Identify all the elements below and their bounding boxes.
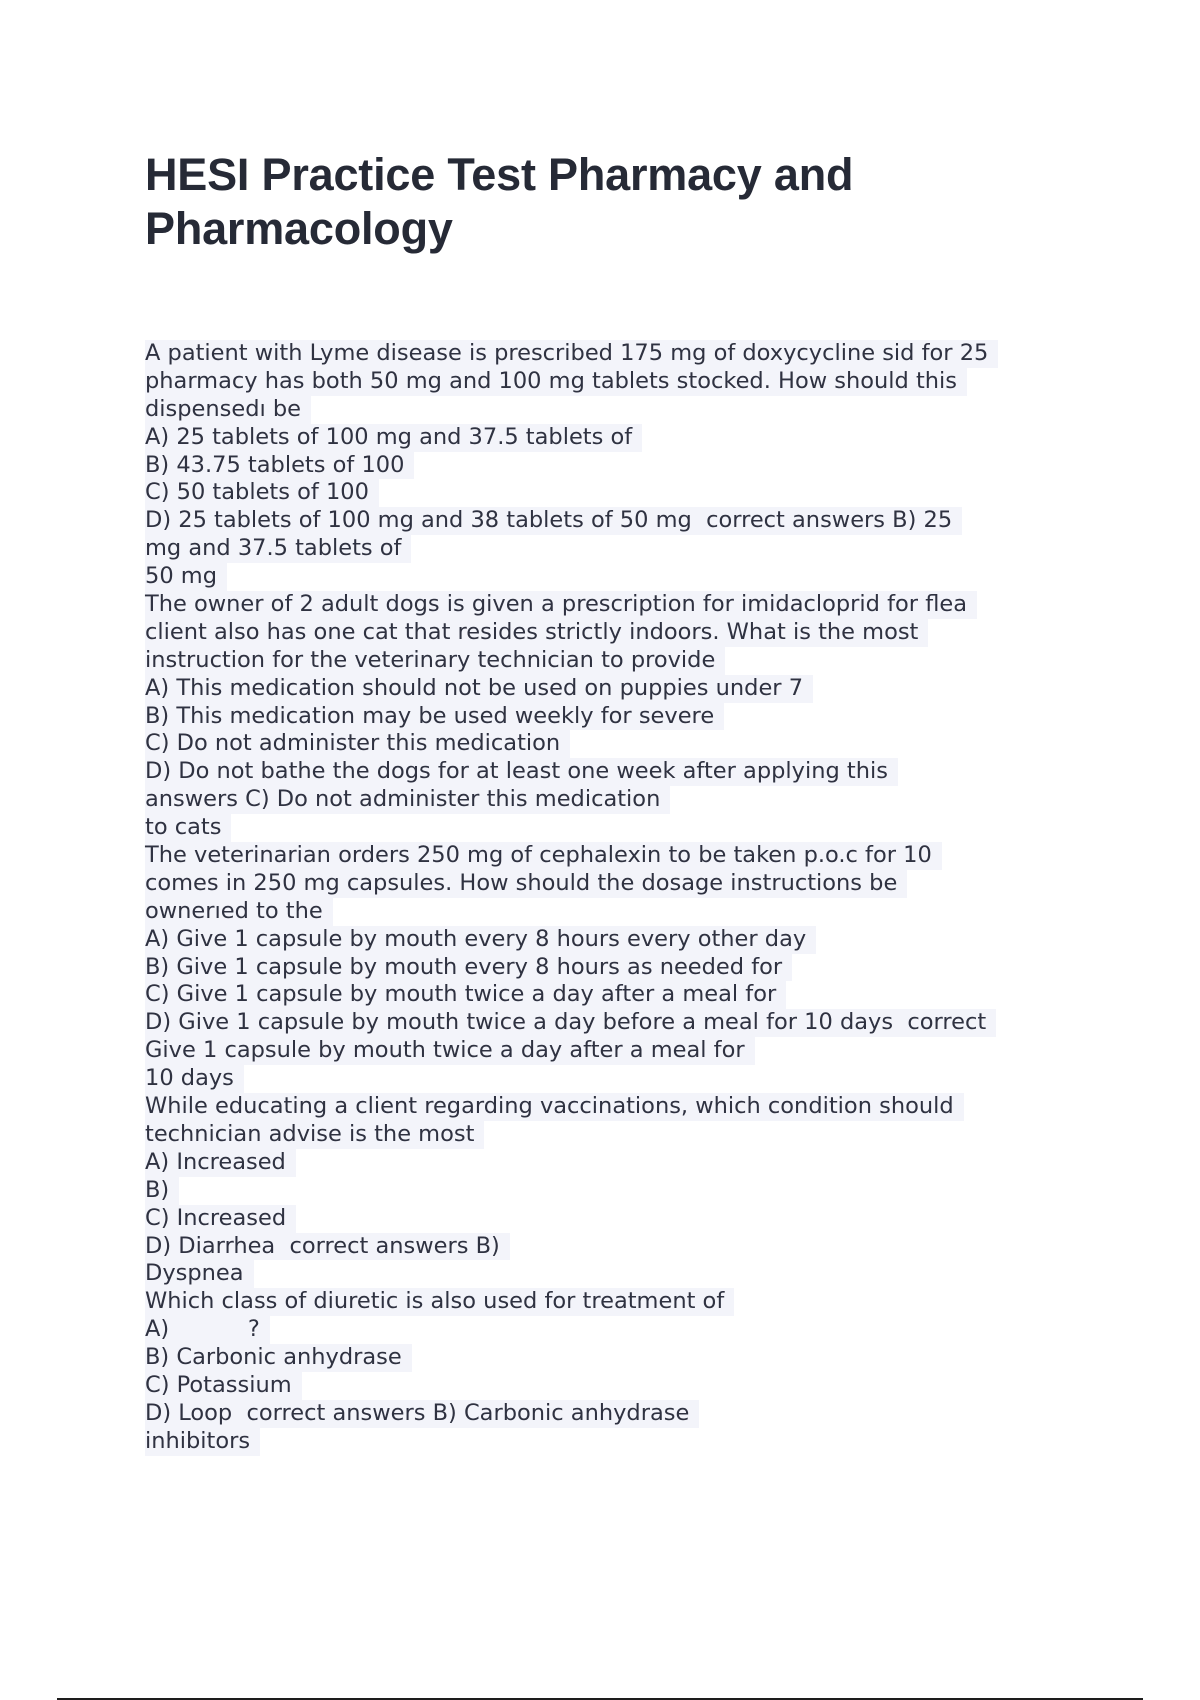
text-line-content: While educating a client regarding vaccinations, which condition should <box>145 1093 964 1121</box>
text-line-content: Give 1 capsule by mouth twice a day after a meal for <box>145 1037 755 1065</box>
text-line <box>145 424 1095 452</box>
text-line <box>145 1065 1095 1093</box>
text-line-content: D) Loop correct answers B) Carbonic anhydrase <box>145 1400 699 1428</box>
text-line <box>145 507 1095 535</box>
body-text <box>145 340 1095 1456</box>
text-line-content: B) 43.75 tablets of 100 <box>145 452 414 480</box>
text-line <box>145 1316 1095 1344</box>
text-line <box>145 1344 1095 1372</box>
text-line <box>145 842 1095 870</box>
text-line <box>145 340 1095 368</box>
text-line <box>145 703 1095 731</box>
text-line <box>145 591 1095 619</box>
text-line <box>145 814 1095 842</box>
text-line <box>145 1093 1095 1121</box>
text-line-content: Dyspnea <box>145 1260 254 1288</box>
title-line-1: HESI Practice Test Pharmacy and <box>145 149 854 200</box>
text-line-content: B) This medication may be used weekly for severe <box>145 703 724 731</box>
text-line <box>145 1260 1095 1288</box>
text-line-content: A) Increased <box>145 1149 296 1177</box>
text-line-content: mg and 37.5 tablets of <box>145 535 411 563</box>
text-line-content: A patient with Lyme disease is prescribed 175 mg of doxycycline sid for 25 <box>145 340 998 368</box>
text-line-content: answers C) Do not administer this medication <box>145 786 670 814</box>
text-line <box>145 1288 1095 1316</box>
title-line-2: Pharmacology <box>145 203 453 254</box>
text-line <box>145 730 1095 758</box>
text-line-content: D) Do not bathe the dogs for at least one week after applying this <box>145 758 898 786</box>
text-line-content: instruction for the veterinary technician to provide <box>145 647 725 675</box>
text-line-content: pharmacy has both 50 mg and 100 mg tablets stocked. How should this <box>145 368 967 396</box>
text-line <box>145 479 1095 507</box>
text-line-content: to cats <box>145 814 231 842</box>
text-line-content: technician advise is the most <box>145 1121 484 1149</box>
text-line <box>145 647 1095 675</box>
text-line <box>145 1233 1095 1261</box>
text-line-content: The veterinarian orders 250 mg of cephalexin to be taken p.o.c for 10 <box>145 842 942 870</box>
text-line <box>145 981 1095 1009</box>
text-line <box>145 1400 1095 1428</box>
text-line-content: A) 25 tablets of 100 mg and 37.5 tablets of <box>145 424 642 452</box>
text-line <box>145 368 1095 396</box>
text-line-content: C) Do not administer this medication <box>145 730 570 758</box>
text-line <box>145 1149 1095 1177</box>
text-line <box>145 1372 1095 1400</box>
text-line <box>145 1037 1095 1065</box>
text-line-content: C) Give 1 capsule by mouth twice a day after a meal for <box>145 981 786 1009</box>
text-line <box>145 535 1095 563</box>
text-line-content: B) Give 1 capsule by mouth every 8 hours as needed for <box>145 954 792 982</box>
text-line <box>145 758 1095 786</box>
text-line <box>145 396 1095 424</box>
text-line-content: C) Potassium <box>145 1372 302 1400</box>
text-line-content: comes in 250 mg capsules. How should the dosage instructions be <box>145 870 907 898</box>
text-line <box>145 954 1095 982</box>
text-line <box>145 870 1095 898</box>
text-line <box>145 898 1095 926</box>
text-line-content: A) This medication should not be used on puppies under 7 <box>145 675 813 703</box>
text-line-content: C) Increased <box>145 1205 296 1233</box>
page-title <box>145 148 1045 256</box>
text-line <box>145 1009 1095 1037</box>
text-line-content: ownerıed to the <box>145 898 333 926</box>
text-line-content: 10 days <box>145 1065 244 1093</box>
text-line <box>145 563 1095 591</box>
text-line-content: inhibitors <box>145 1428 260 1456</box>
text-line-content: D) Give 1 capsule by mouth twice a day before a meal for 10 days correct <box>145 1009 996 1037</box>
text-line-content: dispensedı be <box>145 396 311 424</box>
text-line <box>145 452 1095 480</box>
text-line <box>145 786 1095 814</box>
text-line <box>145 926 1095 954</box>
text-line-content: C) 50 tablets of 100 <box>145 479 379 507</box>
text-line <box>145 675 1095 703</box>
text-line-content: client also has one cat that resides strictly indoors. What is the most <box>145 619 928 647</box>
text-line-content: A) ? <box>145 1316 270 1344</box>
text-line-content: The owner of 2 adult dogs is given a prescription for imidacloprid for flea <box>145 591 977 619</box>
text-line-content: Which class of diuretic is also used for treatment of <box>145 1288 734 1316</box>
text-line <box>145 619 1095 647</box>
text-line-content: A) Give 1 capsule by mouth every 8 hours every other day <box>145 926 816 954</box>
text-line <box>145 1205 1095 1233</box>
text-line-content: B) Carbonic anhydrase <box>145 1344 412 1372</box>
text-line <box>145 1121 1095 1149</box>
text-line-content: D) 25 tablets of 100 mg and 38 tablets of 50 mg correct answers B) 25 <box>145 507 962 535</box>
text-line-content: D) Diarrhea correct answers B) <box>145 1233 510 1261</box>
text-line-content: 50 mg <box>145 563 227 591</box>
text-line <box>145 1428 1095 1456</box>
text-line <box>145 1177 1095 1205</box>
text-line-content: B) <box>145 1177 179 1205</box>
